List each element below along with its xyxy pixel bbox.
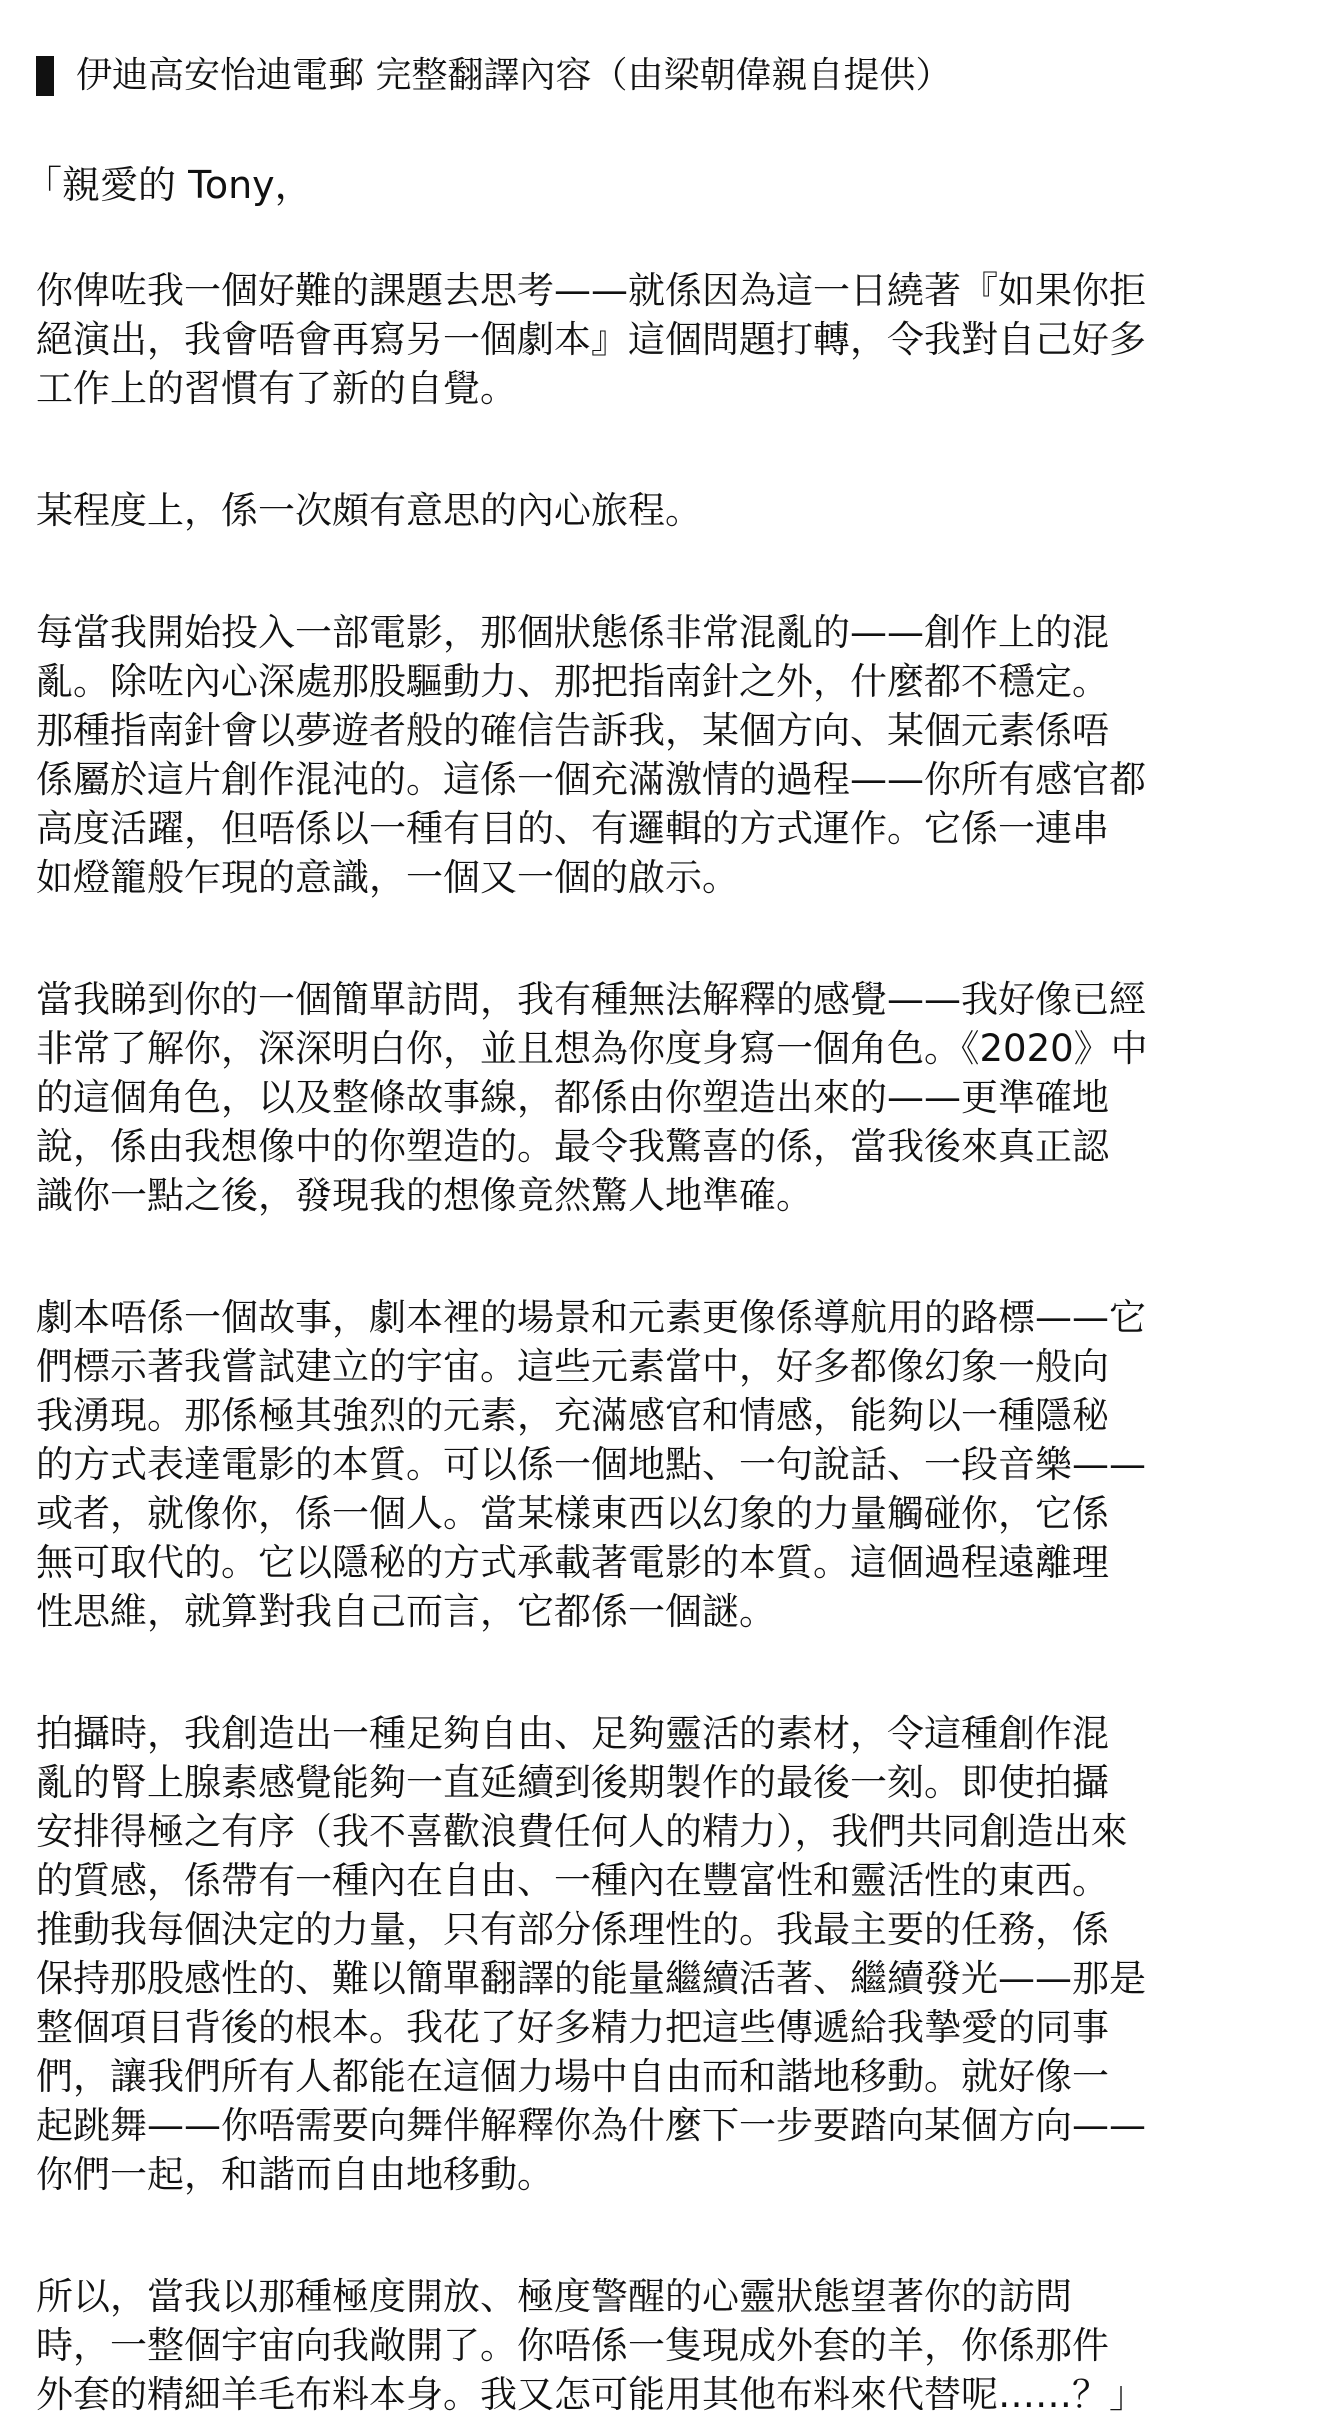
paragraph-line: 識你一點之後，發現我的想像竟然驚人地準確。 [36, 1174, 813, 1217]
paragraph-line: 所以，當我以那種極度開放、極度警醒的心靈狀態望著你的訪問 [36, 2275, 1072, 2318]
paragraph-line: 拍攝時，我創造出一種足夠自由、足夠靈活的素材，令這種創作混 [36, 1712, 1109, 1755]
letter-header [36, 48, 951, 104]
letter-paragraph [36, 608, 1286, 902]
paragraph-line: 的質感，係帶有一種內在自由、一種內在豐富性和靈活性的東西。 [36, 1859, 1109, 1902]
paragraph-line: 們，讓我們所有人都能在這個力場中自由而和諧地移動。就好像一 [36, 2055, 1109, 2098]
letter-paragraph [36, 1709, 1286, 2199]
paragraph-line: 我湧現。那係極其強烈的元素，充滿感官和情感，能夠以一種隱秘 [36, 1394, 1109, 1437]
letter-greeting: 「親愛的 Tony， [24, 163, 313, 207]
paragraph-line: 起跳舞——你唔需要向舞伴解釋你為什麼下一步要踏向某個方向—— [36, 2104, 1146, 2147]
paragraph-line: 外套的精細羊毛布料本身。我又怎可能用其他布料來代替呢……？」 [36, 2373, 1146, 2416]
paragraph-line: 性思維，就算對我自己而言，它都係一個謎。 [36, 1590, 776, 1633]
paragraph-line: 亂。除咗內心深處那股驅動力、那把指南針之外，什麼都不穩定。 [36, 660, 1109, 703]
paragraph-line: 或者，就像你，係一個人。當某樣東西以幻象的力量觸碰你，它係 [36, 1492, 1109, 1535]
paragraph-line: 你俾咗我一個好難的課題去思考——就係因為這一日繞著『如果你拒 [36, 269, 1146, 312]
paragraph-line: 每當我開始投入一部電影，那個狀態係非常混亂的——創作上的混 [36, 611, 1109, 654]
paragraph-line: 們標示著我嘗試建立的宇宙。這些元素當中，好多都像幻象一般向 [36, 1345, 1109, 1388]
paragraph-line: 非常了解你，深深明白你，並且想為你度身寫一個角色。《2020》中 [36, 1027, 1148, 1070]
paragraph-line: 當我睇到你的一個簡單訪問，我有種無法解釋的感覺——我好像已經 [36, 978, 1146, 1021]
letter-paragraph [36, 266, 1286, 413]
paragraph-line: 你們一起，和諧而自由地移動。 [36, 2153, 554, 2196]
paragraph-line: 如燈籠般乍現的意識，一個又一個的啟示。 [36, 856, 739, 899]
paragraph-line: 那種指南針會以夢遊者般的確信告訴我，某個方向、某個元素係唔 [36, 709, 1109, 752]
paragraph-line: 亂的腎上腺素感覺能夠一直延續到後期製作的最後一刻。即使拍攝 [36, 1761, 1109, 1804]
letter-paragraph [36, 2272, 1286, 2419]
paragraph-line: 的這個角色，以及整條故事線，都係由你塑造出來的——更準確地 [36, 1076, 1109, 1119]
paragraph-line: 係屬於這片創作混沌的。這係一個充滿激情的過程——你所有感官都 [36, 758, 1146, 801]
paragraph-line: 劇本唔係一個故事，劇本裡的場景和元素更像係導航用的路標——它 [36, 1296, 1146, 1339]
letter-paragraph [36, 1293, 1286, 1636]
page-title: 伊迪高安怡迪電郵 完整翻譯內容（由梁朝偉親自提供） [76, 55, 952, 96]
letter-body [36, 266, 1286, 2419]
paragraph-line: 的方式表達電影的本質。可以係一個地點、一句說話、一段音樂—— [36, 1443, 1146, 1486]
letter-paragraph [36, 486, 1286, 535]
paragraph-line: 時，一整個宇宙向我敞開了。你唔係一隻現成外套的羊，你係那件 [36, 2324, 1109, 2367]
paragraph-line: 無可取代的。它以隱秘的方式承載著電影的本質。這個過程遠離理 [36, 1541, 1109, 1584]
paragraph-line: 絕演出，我會唔會再寫另一個劇本』這個問題打轉，令我對自己好多 [36, 318, 1146, 361]
paragraph-line: 保持那股感性的、難以簡單翻譯的能量繼續活著、繼續發光——那是 [36, 1957, 1146, 2000]
paragraph-line: 整個項目背後的根本。我花了好多精力把這些傳遞給我摯愛的同事 [36, 2006, 1109, 2049]
paragraph-line: 說，係由我想像中的你塑造的。最令我驚喜的係，當我後來真正認 [36, 1125, 1109, 1168]
paragraph-line: 推動我每個決定的力量，只有部分係理性的。我最主要的任務，係 [36, 1908, 1109, 1951]
paragraph-line: 高度活躍，但唔係以一種有目的、有邏輯的方式運作。它係一連串 [36, 807, 1109, 850]
paragraph-line: 安排得極之有序（我不喜歡浪費任何人的精力），我們共同創造出來 [36, 1810, 1128, 1853]
paragraph-line: 工作上的習慣有了新的自覺。 [36, 367, 517, 410]
letter-paragraph [36, 975, 1286, 1220]
paragraph-line: 某程度上，係一次頗有意思的內心旅程。 [36, 489, 702, 532]
section-marker-icon [36, 56, 54, 96]
